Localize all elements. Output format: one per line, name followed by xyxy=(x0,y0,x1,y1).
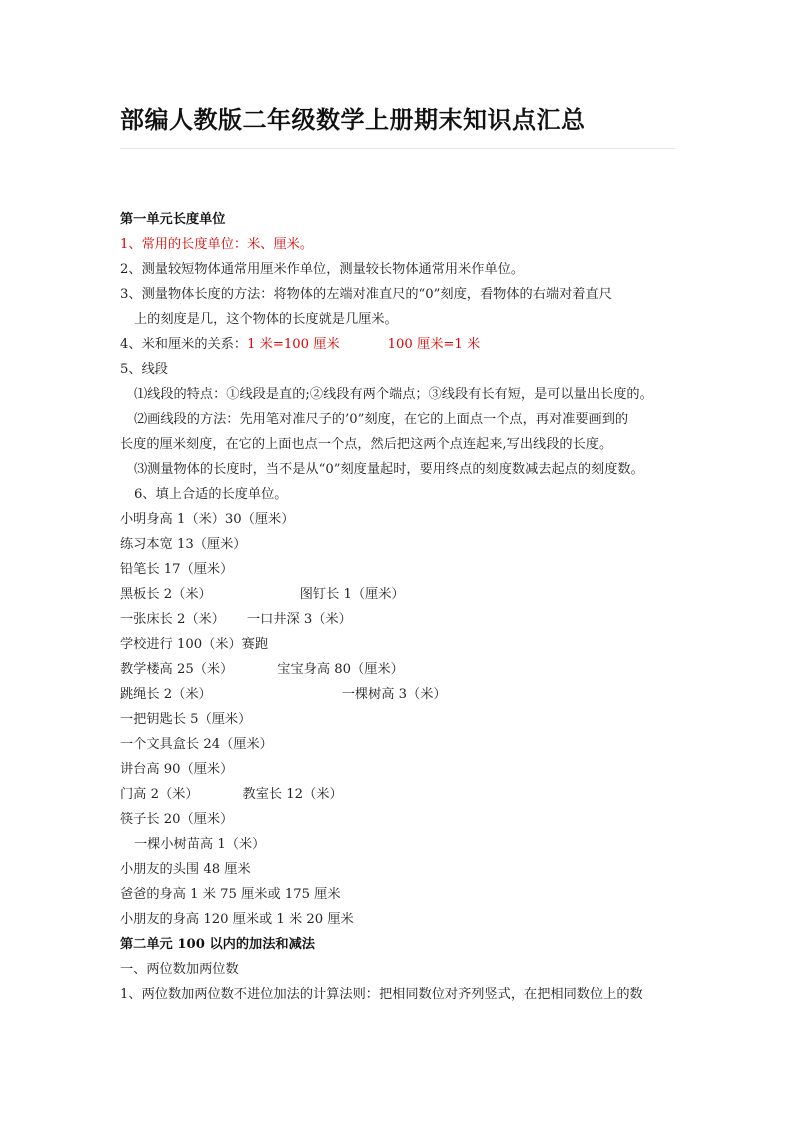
unit1-point3-line2: 上的刻度是几，这个物体的长度就是几厘米。 xyxy=(134,312,398,327)
fill-item: 小朋友的头围 48 厘米 xyxy=(120,862,251,877)
fill-row xyxy=(120,611,352,629)
fill-row xyxy=(120,786,343,804)
fill-row xyxy=(120,586,405,604)
point4-relation-1: 1 米=100 厘米 xyxy=(247,337,340,352)
unit1-point3-line1: 3、测量物体长度的方法：将物体的左端对准直尺的“0”刻度，看物体的右端对着直尺 xyxy=(120,287,612,302)
fill-item: 筷子长 20（厘米） xyxy=(120,812,234,827)
unit1-point5-2-line2: 长度的厘米刻度，在它的上面也点一个点，然后把这两个点连起来,写出线段的长度。 xyxy=(120,437,613,452)
fill-item: 爸爸的身高 1 米 75 厘米或 175 厘米 xyxy=(120,887,341,902)
fill-item: 一棵树高 3（米） xyxy=(341,687,447,702)
fill-item: 一张床长 2（米） xyxy=(120,612,225,627)
page-title: 部编人教版二年级数学上册期末知识点汇总 xyxy=(120,105,586,134)
fill-item: 门高 2（米） xyxy=(120,787,199,802)
unit1-point5-1: ⑴线段的特点：①线段是直的;②线段有两个端点；③线段有长有短，是可以量出长度的。 xyxy=(134,387,653,402)
fill-item: 一把钥匙长 5（厘米） xyxy=(120,712,252,727)
unit2-point1: 1、两位数加两位数不进位加法的计算法则：把相同数位对齐列竖式，在把相同数位上的数 xyxy=(120,987,643,1002)
fill-item: 一个文具盒长 24（厘米） xyxy=(120,737,273,752)
fill-item: 黑板长 2（米） xyxy=(120,587,212,602)
fill-item: 跳绳长 2（米） xyxy=(120,687,212,702)
point4-label: 4、米和厘米的关系： xyxy=(120,337,248,352)
fill-item: 一棵小树苗高 1（米） xyxy=(134,837,266,852)
fill-item: 学校进行 100（米）赛跑 xyxy=(120,637,269,652)
fill-item: 铅笔长 17（厘米） xyxy=(120,562,234,577)
fill-item: 教学楼高 25（米） xyxy=(120,662,234,677)
fill-item: 教室长 12（米） xyxy=(242,787,343,802)
fill-row xyxy=(120,661,404,679)
unit1-point5-3: ⑶测量物体的长度时，当不是从“0”刻度量起时，要用终点的刻度数减去起点的刻度数。 xyxy=(134,462,644,477)
unit2-heading: 第二单元 100 以内的加法和减法 xyxy=(120,937,315,952)
fill-item: 小朋友的身高 120 厘米或 1 米 20 厘米 xyxy=(120,912,354,927)
point4-relation-2: 100 厘米=1 米 xyxy=(387,337,481,352)
unit1-point1: 1、常用的长度单位：米、厘米。 xyxy=(120,237,314,252)
unit1-point5-2-line1: ⑵画线段的方法：先用笔对准尺子的’0”刻度，在它的上面点一个点，再对准要画到的 xyxy=(134,412,629,427)
fill-row xyxy=(120,686,447,704)
fill-item: 练习本宽 13（厘米） xyxy=(120,537,247,552)
title-divider xyxy=(120,148,675,149)
fill-item: 讲台高 90（厘米） xyxy=(120,762,234,777)
unit1-point6: 6、填上合适的长度单位。 xyxy=(134,487,288,502)
unit1-point5: 5、线段 xyxy=(120,362,168,377)
unit1-point2: 2、测量较短物体通常用厘米作单位，测量较长物体通常用米作单位。 xyxy=(120,262,525,277)
fill-item: 图钉长 1（厘米） xyxy=(299,587,405,602)
fill-item: 小明身高 1（米）30（厘米） xyxy=(120,512,295,527)
fill-item: 宝宝身高 80（厘米） xyxy=(277,662,404,677)
unit2-subheading: 一、两位数加两位数 xyxy=(120,962,239,977)
fill-item: 一口井深 3（米） xyxy=(246,612,352,627)
unit1-heading: 第一单元长度单位 xyxy=(120,212,226,227)
unit1-point4 xyxy=(120,336,480,354)
